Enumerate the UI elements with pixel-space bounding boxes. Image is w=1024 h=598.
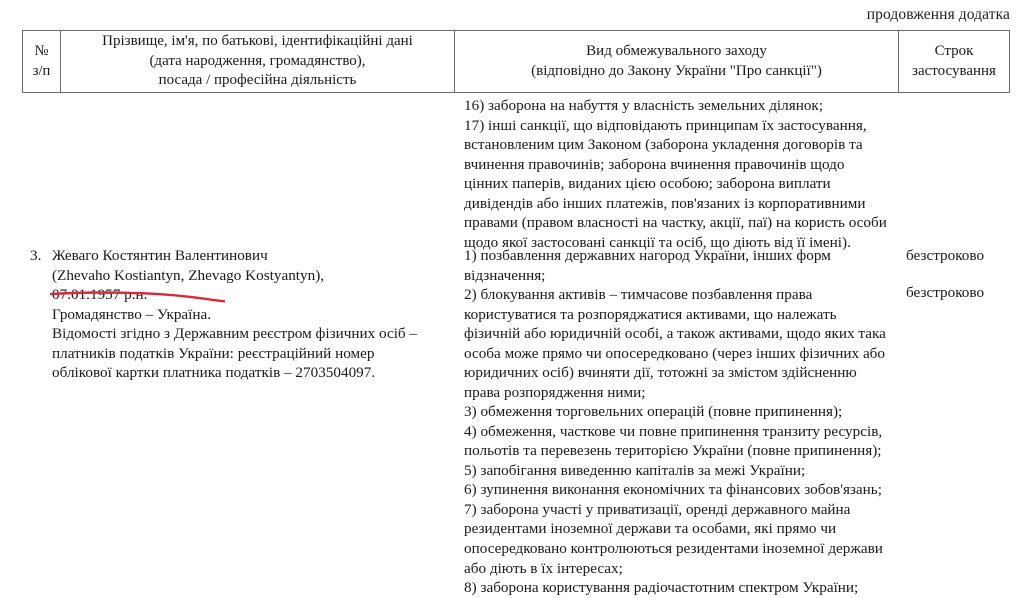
- column-header-number-line-2: з/п: [32, 62, 51, 79]
- running-head: продовження додатка: [866, 6, 1010, 23]
- measure-line: юридичних осіб) вчиняти дії, тотожні за змістом здійсненню: [464, 364, 857, 382]
- carryover-line: правами (правом власності на частку, акції, паї) на користь особи: [464, 214, 887, 232]
- person-taxpayer-number: облікової картки платника податків – 2703504097.: [52, 364, 376, 382]
- measure-line: 5) запобігання виведенню капіталів за межі України;: [464, 461, 806, 479]
- column-header-measure: [455, 31, 899, 92]
- carryover-line: 16) заборона на набуття у власність земельних ділянок;: [464, 97, 824, 114]
- measure-line: 1) позбавлення державних нагород України, інших форм: [464, 247, 831, 264]
- measure-line: опосередковано контролюються резидентами іноземної держави: [464, 539, 883, 557]
- column-header-measure-line-1: Вид обмежувального заходу: [586, 42, 767, 59]
- person-name: Жеваго Костянтин Валентинович: [52, 247, 268, 264]
- column-header-person-line-2: (дата народження, громадянство),: [149, 52, 366, 69]
- carryover-line: щодо якої застосовані санкції та осіб, що діють від її імені).: [464, 233, 851, 251]
- measure-line: або діють в їх інтересах;: [464, 559, 623, 577]
- column-header-number-line-1: №: [34, 43, 49, 60]
- column-header-term: [899, 31, 1009, 92]
- person-birthdate: 07.01.1957 р.н.: [52, 286, 148, 304]
- column-header-measure-line-2: (відповідно до Закону України "Про санкції"): [531, 62, 822, 79]
- carryover-line: встановленим цим Законом (заборона укладення договорів та: [464, 136, 863, 154]
- measure-line: 7) заборона участі у приватизації, оренді державного майна: [464, 500, 851, 518]
- table-row-person-cell: [30, 246, 450, 383]
- measure-line: фізичній або юридичній особі, а також активами, щодо яких така: [464, 325, 886, 343]
- column-header-person: [61, 31, 455, 92]
- column-header-term-line-2: застосування: [912, 62, 996, 79]
- person-name-translit: (Zhevaho Kostiantyn, Zhevago Kostyantyn),: [52, 266, 325, 284]
- carryover-line: дивідендів або інших платежів, пов'язаних із корпоративними: [464, 194, 866, 212]
- measure-line: 8) заборона користування радіочастотним спектром України;: [464, 579, 859, 597]
- term-value: безстроково: [906, 283, 985, 301]
- person-registry-line: Відомості згідно з Державним реєстром фізичних осіб –: [52, 325, 418, 343]
- measure-line: 6) зупинення виконання економічних та фінансових зобов'язань;: [464, 481, 882, 499]
- measure-line: права розпорядження ними;: [464, 383, 646, 401]
- carryover-line: вчинення правочинів; заборона вчинення правочинів щодо: [464, 155, 845, 173]
- column-header-person-line-1: Прізвище, ім'я, по батькові, ідентифікаційні дані: [102, 32, 413, 49]
- measure-line: 3) обмеження торговельних операцій (повне припинення);: [464, 403, 843, 421]
- person-registry-line: платників податків України: реєстраційний номер: [52, 344, 375, 362]
- person-details: [52, 246, 450, 383]
- measure-line: особа може прямо чи опосередковано (через інших фізичних або: [464, 344, 886, 362]
- measure-line: користуватися та розпоряджатися активами, що належать: [464, 305, 837, 323]
- column-header-person-line-3: посада / професійна діяльність: [158, 72, 357, 89]
- carryover-measure-text: [464, 96, 898, 252]
- column-header-term-line-1: Строк: [934, 42, 974, 59]
- carryover-line: цінних паперів, виданих цією особою; заборона виплати: [464, 175, 831, 193]
- table-row-term-cell: [906, 246, 1024, 302]
- row-number: 3.: [30, 247, 42, 264]
- column-header-number: [23, 31, 61, 92]
- measure-line: відзначення;: [464, 266, 546, 284]
- measure-line: польотів та перевезень територією України (повне припинення);: [464, 442, 882, 460]
- person-citizenship: Громадянство – Україна.: [52, 305, 212, 323]
- table-header-row: [22, 30, 1010, 93]
- term-value: безстроково: [906, 247, 985, 264]
- table-row-measure-cell: [464, 246, 904, 598]
- carryover-line: 17) інші санкції, що відповідають принципам їх застосування,: [464, 116, 867, 134]
- measure-line: резидентами іноземної держави та особами, які прямо чи: [464, 520, 837, 538]
- measure-line: 4) обмеження, часткове чи повне припинення транзиту ресурсів,: [464, 422, 883, 440]
- measure-line: 2) блокування активів – тимчасове позбавлення права: [464, 286, 813, 304]
